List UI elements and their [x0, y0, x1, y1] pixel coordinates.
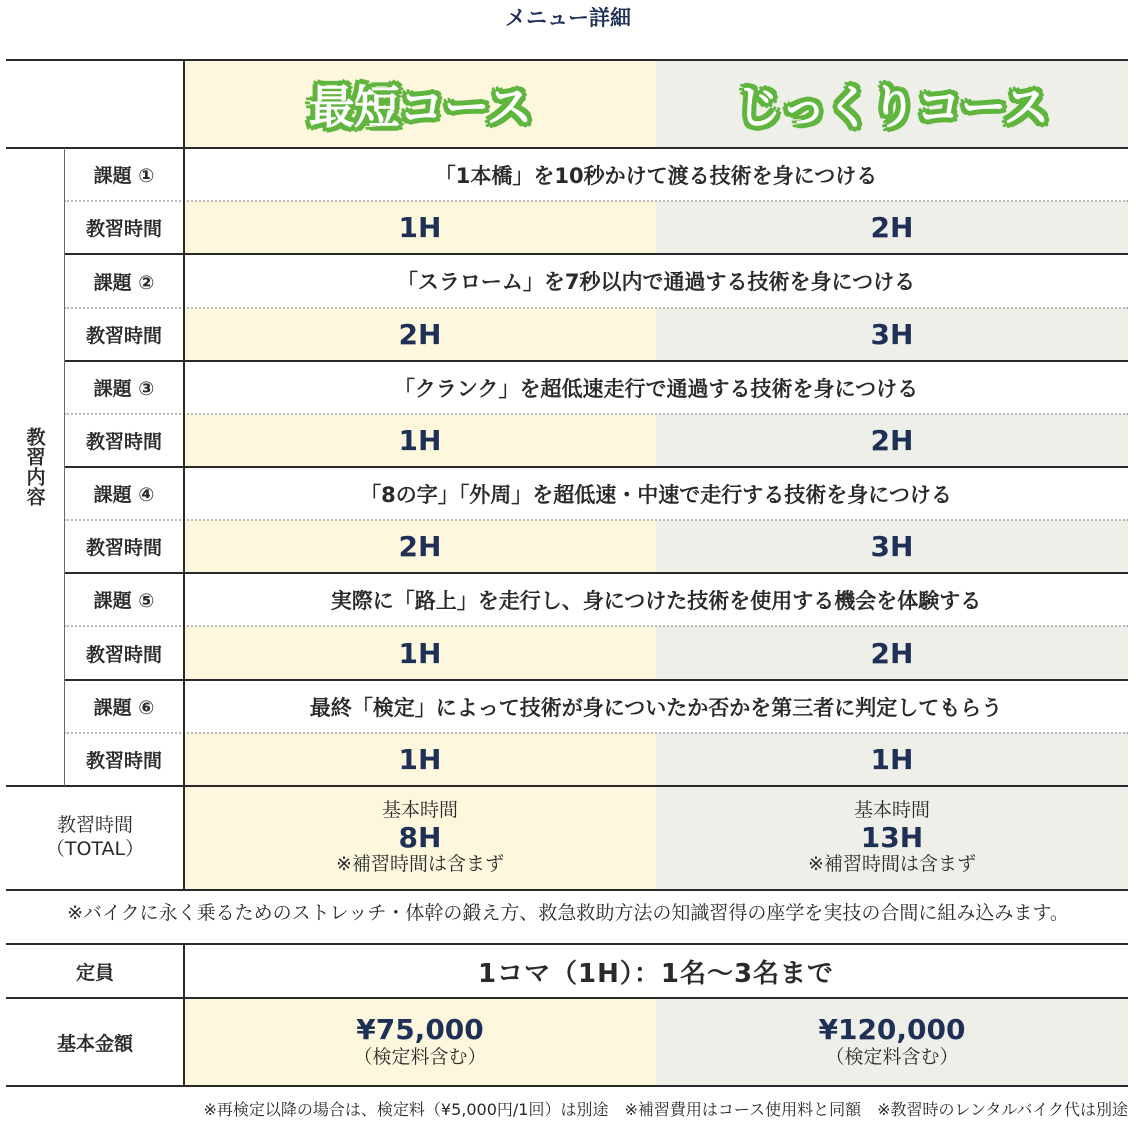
hours-thorough-cell	[656, 201, 1128, 254]
hours-shortest-cell	[184, 201, 656, 254]
hours-label-cell	[64, 733, 184, 786]
hours-label: 教習時間	[85, 750, 162, 772]
price-label-cell	[6, 998, 184, 1086]
hours-thorough-cell	[656, 733, 1128, 786]
rule-label-divider-lower	[183, 944, 185, 1086]
task-label: 課題 ②	[93, 271, 155, 294]
rule-side-divider	[64, 148, 65, 786]
hours-shortest-value: 1H	[398, 211, 442, 244]
hours-label: 教習時間	[85, 431, 162, 453]
total-label-cell	[6, 786, 184, 890]
rule-content-bottom	[6, 785, 1128, 787]
hours-thorough-value: 3H	[870, 530, 914, 563]
total-label: 教習時間	[56, 814, 133, 837]
total-label-sub: （TOTAL）	[45, 838, 145, 860]
row-dotted-divider	[64, 413, 1128, 415]
task-label-cell	[64, 680, 184, 733]
rule-price-bottom	[6, 1085, 1128, 1087]
footer-note: ※再検定以降の場合は、検定料（¥5,000円/1回）は別途 ※補習費用はコース使用料と同額 ※教習時のレンタルバイク代は別途	[203, 1100, 1128, 1119]
hours-thorough-value: 1H	[870, 743, 914, 776]
task-description: 「1本橋」を10秒かけて渡る技術を身につける	[434, 163, 878, 188]
task-label: 課題 ④	[93, 484, 155, 506]
hours-label-cell	[64, 308, 184, 361]
content-side-label-cell	[6, 148, 64, 786]
course-header-thorough	[656, 60, 1128, 148]
hours-thorough-cell	[656, 520, 1128, 573]
hours-shortest-cell	[184, 414, 656, 467]
row-dotted-divider	[64, 200, 1128, 202]
hours-shortest-value: 1H	[398, 743, 442, 776]
task-label-cell	[64, 573, 184, 626]
task-description: 実際に「路上」を走行し、身につけた技術を使用する機会を体験する	[330, 588, 982, 613]
hours-shortest-cell	[184, 520, 656, 573]
task-description: 「クランク」を超低速走行で通過する技術を身につける	[393, 376, 919, 401]
task-description-cell	[184, 148, 1128, 201]
rule-total-bottom	[6, 889, 1128, 891]
total-thorough-value: 13H	[860, 820, 924, 854]
rule-capacity-bottom	[6, 997, 1128, 999]
hours-shortest-value: 1H	[398, 424, 442, 457]
task-label: 課題 ③	[93, 378, 155, 400]
task-description-cell	[184, 254, 1128, 308]
content-side-label: 教習内容	[23, 427, 46, 507]
course-header-shortest	[184, 60, 656, 148]
total-shortest-caption: 基本時間	[381, 798, 458, 821]
rule-capacity-top	[6, 943, 1128, 945]
hours-label: 教習時間	[85, 643, 162, 666]
capacity-label: 定員	[75, 961, 114, 984]
course-title-thorough: じっくりコース	[735, 80, 1049, 134]
capacity-value-cell	[184, 944, 1128, 998]
row-dotted-divider	[64, 519, 1128, 521]
hours-thorough-value: 2H	[870, 424, 914, 457]
task-label: 課題 ①	[93, 165, 155, 187]
price-shortest-cell	[184, 998, 656, 1086]
task-description: 「スラローム」を7秒以内で通過する技術を身につける	[396, 270, 916, 294]
price-shortest-value: ¥75,000	[356, 1012, 484, 1046]
hours-label-cell	[64, 626, 184, 680]
hours-label-cell	[64, 520, 184, 573]
price-label: 基本金額	[56, 1032, 133, 1055]
hours-thorough-cell	[656, 626, 1128, 680]
page-title: メニュー詳細	[505, 6, 631, 30]
hours-shortest-cell	[184, 308, 656, 361]
hours-thorough-cell	[656, 414, 1128, 467]
hours-thorough-cell	[656, 308, 1128, 361]
total-shortest-note: ※補習時間は含まず	[336, 853, 504, 876]
row-dotted-divider	[64, 732, 1128, 734]
hours-label: 教習時間	[85, 325, 162, 347]
task-description-cell	[184, 467, 1128, 520]
task-description-cell	[184, 573, 1128, 626]
course-title-shortest: 最短コース	[308, 80, 532, 134]
task-label: 課題 ⑤	[93, 590, 155, 612]
total-shortest-value: 8H	[398, 820, 442, 854]
price-thorough-note: （検定料含む）	[825, 1045, 959, 1068]
task-label-cell	[64, 467, 184, 520]
hours-shortest-value: 2H	[398, 530, 442, 563]
hours-shortest-cell	[184, 626, 656, 680]
price-thorough-value: ¥120,000	[818, 1012, 966, 1046]
hours-thorough-value: 2H	[870, 636, 914, 670]
hours-thorough-value: 2H	[870, 211, 914, 244]
task-description-cell	[184, 361, 1128, 414]
hours-label-cell	[64, 414, 184, 467]
hours-label: 教習時間	[85, 218, 162, 240]
hours-shortest-cell	[184, 733, 656, 786]
total-thorough-caption: 基本時間	[853, 798, 930, 821]
hours-label: 教習時間	[85, 537, 162, 559]
hours-shortest-value: 1H	[398, 636, 442, 670]
task-description-cell	[184, 680, 1128, 733]
task-description: 「8の字」「外周」を超低速・中速で走行する技術を身につける	[360, 482, 952, 507]
row-dotted-divider	[64, 625, 1128, 627]
capacity-label-cell	[6, 944, 184, 998]
rule-label-divider	[183, 60, 185, 890]
stretch-note: ※バイクに永く乗るためのストレッチ・体幹の鍛え方、救急救助方法の知識習得の座学を実技の合間に組み込みます。	[67, 902, 1069, 924]
rule-header-bottom	[6, 147, 1128, 149]
hours-label-cell	[64, 201, 184, 254]
task-label-cell	[64, 254, 184, 308]
task-label: 課題 ⑥	[93, 697, 155, 719]
price-thorough-cell	[656, 998, 1128, 1086]
task-description: 最終「検定」によって技術が身についたか否かを第三者に判定してもらう	[309, 695, 1003, 720]
rule-top	[6, 59, 1128, 61]
total-shortest-cell	[184, 786, 656, 890]
row-dotted-divider	[64, 307, 1128, 309]
capacity-value: 1コマ（1H）：1名～3名まで	[477, 958, 835, 989]
hours-thorough-value: 3H	[870, 318, 914, 351]
hours-shortest-value: 2H	[398, 318, 442, 351]
total-thorough-note: ※補習時間は含まず	[808, 853, 976, 876]
task-label-cell	[64, 148, 184, 201]
task-label-cell	[64, 361, 184, 414]
price-shortest-note: （検定料含む）	[353, 1045, 487, 1068]
total-thorough-cell	[656, 786, 1128, 890]
